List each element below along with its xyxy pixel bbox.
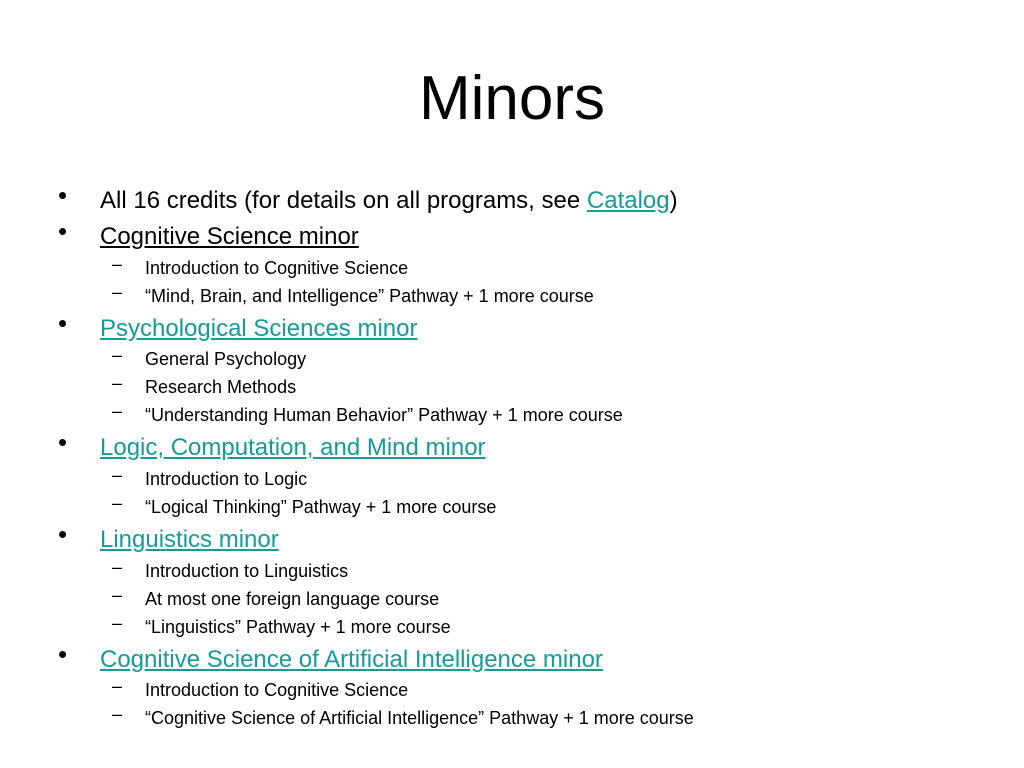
dash-glyph: – — [112, 254, 123, 274]
list-item-text: “Mind, Brain, and Intelligence” Pathway + 1 more course — [145, 286, 594, 306]
list-item-text: Introduction to Logic — [145, 469, 308, 489]
catalog-link[interactable]: Catalog — [586, 187, 670, 214]
bullet-glyph: • — [58, 216, 68, 246]
list-item-text: Introduction to Linguistics — [145, 561, 349, 581]
list-item-text: “Logical Thinking” Pathway + 1 more course — [145, 497, 497, 517]
dash-glyph: – — [112, 613, 123, 633]
dash-glyph: – — [112, 557, 123, 577]
list-item-text: Introduction to Cognitive Science — [145, 258, 409, 278]
dash-glyph: – — [112, 704, 123, 724]
dash-glyph: – — [112, 401, 123, 421]
dash-glyph: – — [112, 493, 123, 513]
list-item-text: At most one foreign language course — [145, 589, 440, 609]
cognitive-science-ai-minor-link[interactable]: Cognitive Science of Artificial Intelligence minor — [100, 646, 603, 673]
dash-glyph: – — [112, 345, 123, 365]
dash-glyph: – — [112, 465, 123, 485]
intro-text — [100, 186, 678, 216]
bullet-glyph: • — [58, 180, 68, 210]
linguistics-minor-link[interactable]: Linguistics minor — [100, 526, 279, 553]
minor-heading: Cognitive Science minor — [100, 223, 359, 250]
bullet-glyph: • — [58, 519, 68, 549]
list-item-text: “Understanding Human Behavior” Pathway + 1 more course — [145, 405, 623, 425]
list-item-text: General Psychology — [145, 349, 307, 369]
bullet-glyph: • — [58, 308, 68, 338]
logic-computation-mind-minor-link[interactable]: Logic, Computation, and Mind minor — [100, 434, 486, 461]
list-item-text: Introduction to Cognitive Science — [145, 680, 409, 700]
bullet-glyph: • — [58, 427, 68, 457]
dash-glyph: – — [112, 373, 123, 393]
list-item-text: “Linguistics” Pathway + 1 more course — [145, 617, 451, 637]
dash-glyph: – — [112, 282, 123, 302]
intro-prefix: All 16 credits (for details on all programs, see — [100, 187, 587, 214]
list-item-text: “Cognitive Science of Artificial Intelligence” Pathway + 1 more course — [145, 708, 694, 728]
intro-suffix: ) — [669, 187, 678, 214]
psychological-sciences-minor-link[interactable]: Psychological Sciences minor — [100, 315, 418, 342]
slide-title: Minors — [418, 64, 606, 133]
dash-glyph: – — [112, 585, 123, 605]
bullet-glyph: • — [58, 639, 68, 669]
list-item-text: Research Methods — [145, 377, 297, 397]
dash-glyph: – — [112, 676, 123, 696]
